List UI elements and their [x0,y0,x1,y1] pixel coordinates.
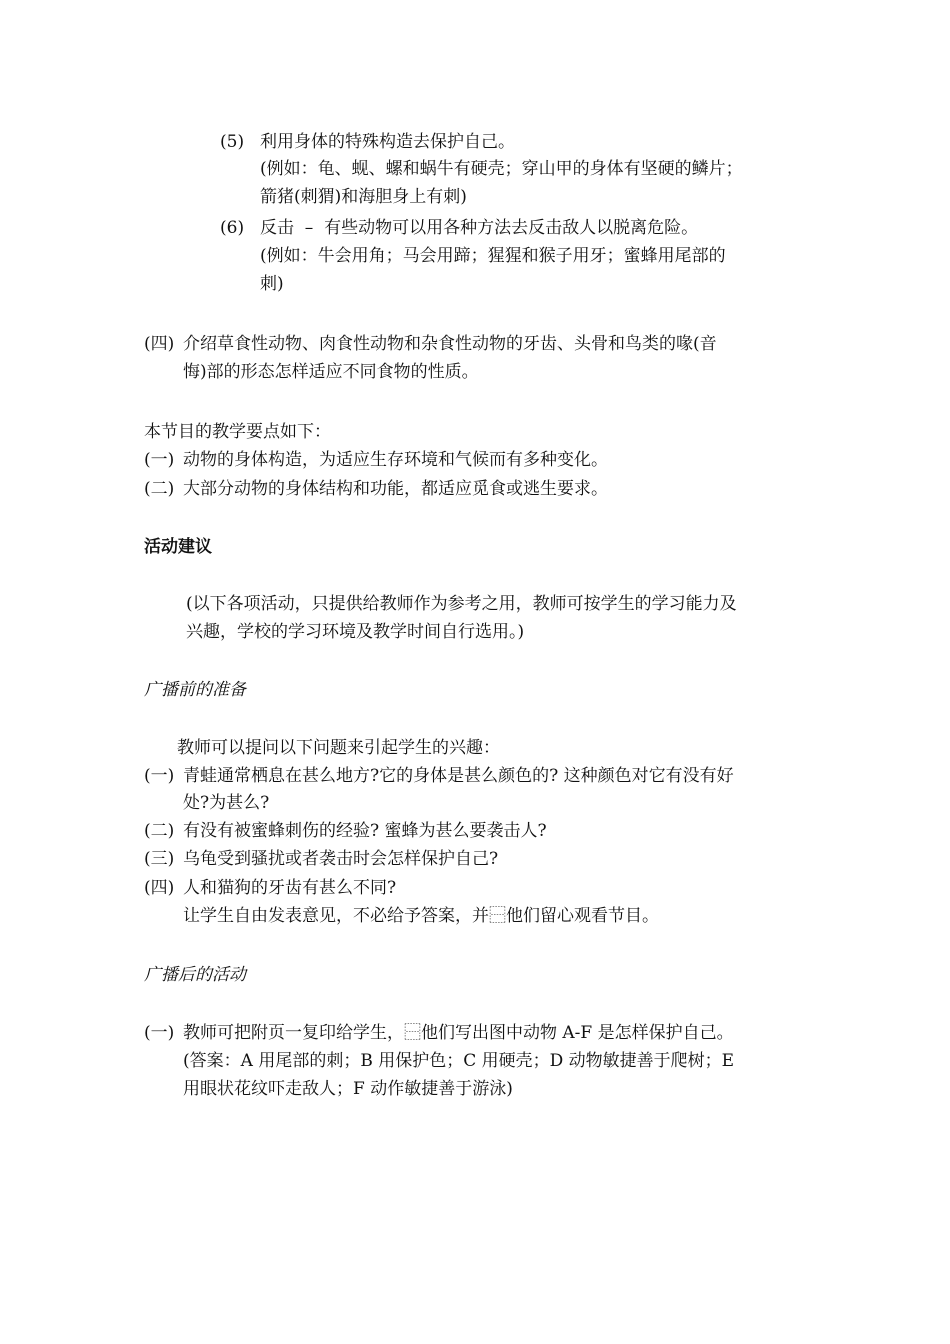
question-number: (四) [144,878,175,898]
key-point-number: (二) [144,479,175,499]
question-text: 处?为甚么? [183,793,270,813]
post-broadcast-heading: 广播后的活动 [144,965,246,985]
item-4-number: (四) [144,334,175,354]
question-text: 人和猫狗的牙齿有甚么不同? [183,878,397,898]
key-points-intro: 本节目的教学要点如下： [144,422,331,442]
item-5-title: 利用身体的特殊构造去保护自己。 [260,132,515,152]
activity-text: 教师可把附页一复印给学生，⿱他们写出图中动物 A-F 是怎样保护自己。 [183,1023,734,1043]
pre-broadcast-closing: 让学生自由发表意见，不必给予答案，并⿱他们留心观看节目。 [183,906,659,926]
activity-number: (一) [144,1023,175,1043]
activity-text: 用眼状花纹吓走敌人；F 动作敏捷善于游泳) [183,1079,513,1099]
item-5-number: (5) [220,132,245,152]
key-point-number: (一) [144,450,175,470]
item-5-example-line: (例如：龟、蚬、螺和蜗牛有硬壳；穿山甲的身体有坚硬的鳞片； [260,159,743,179]
pre-broadcast-heading: 广播前的准备 [144,680,246,700]
key-point-text: 动物的身体构造，为适应生存环境和气候而有多种变化。 [183,450,608,470]
item-6-example-line: (例如：牛会用角；马会用蹄；猩猩和猴子用牙；蜜蜂用尾部的 [260,246,726,266]
key-point-text: 大部分动物的身体结构和功能，都适应觅食或逃生要求。 [183,479,608,499]
question-text: 乌龟受到骚扰或者袭击时会怎样保护自己? [183,849,499,869]
item-4-line: 悔)部的形态怎样适应不同食物的性质。 [183,362,479,382]
activities-heading: 活动建议 [144,537,212,557]
question-number: (三) [144,849,175,869]
item-5-example-line: 箭猪(刺猬)和海胆身上有刺) [260,187,467,207]
item-6-example-line: 刺) [260,274,284,294]
item-4-line: 介绍草食性动物、肉食性动物和杂食性动物的牙齿、头骨和鸟类的喙(音 [183,334,717,354]
pre-broadcast-intro: 教师可以提问以下问题来引起学生的兴趣： [177,738,500,758]
activity-text: (答案：A 用尾部的刺；B 用保护色；C 用硬壳；D 动物敏捷善于爬树；E [183,1051,735,1071]
item-6-title: 反击 – 有些动物可以用各种方法去反击敌人以脱离危险。 [260,218,699,238]
activities-note-line: 兴趣，学校的学习环境及教学时间自行选用。) [186,622,525,642]
item-6-number: (6) [220,218,245,238]
activities-note-line: (以下各项活动，只提供给教师作为参考之用，教师可按学生的学习能力及 [186,594,737,614]
question-number: (二) [144,821,175,841]
question-text: 有没有被蜜蜂刺伤的经验? 蜜蜂为甚么要袭击人? [183,821,547,841]
question-number: (一) [144,766,175,786]
question-text: 青蛙通常栖息在甚么地方?它的身体是甚么颜色的? 这种颜色对它有没有好 [183,766,734,786]
